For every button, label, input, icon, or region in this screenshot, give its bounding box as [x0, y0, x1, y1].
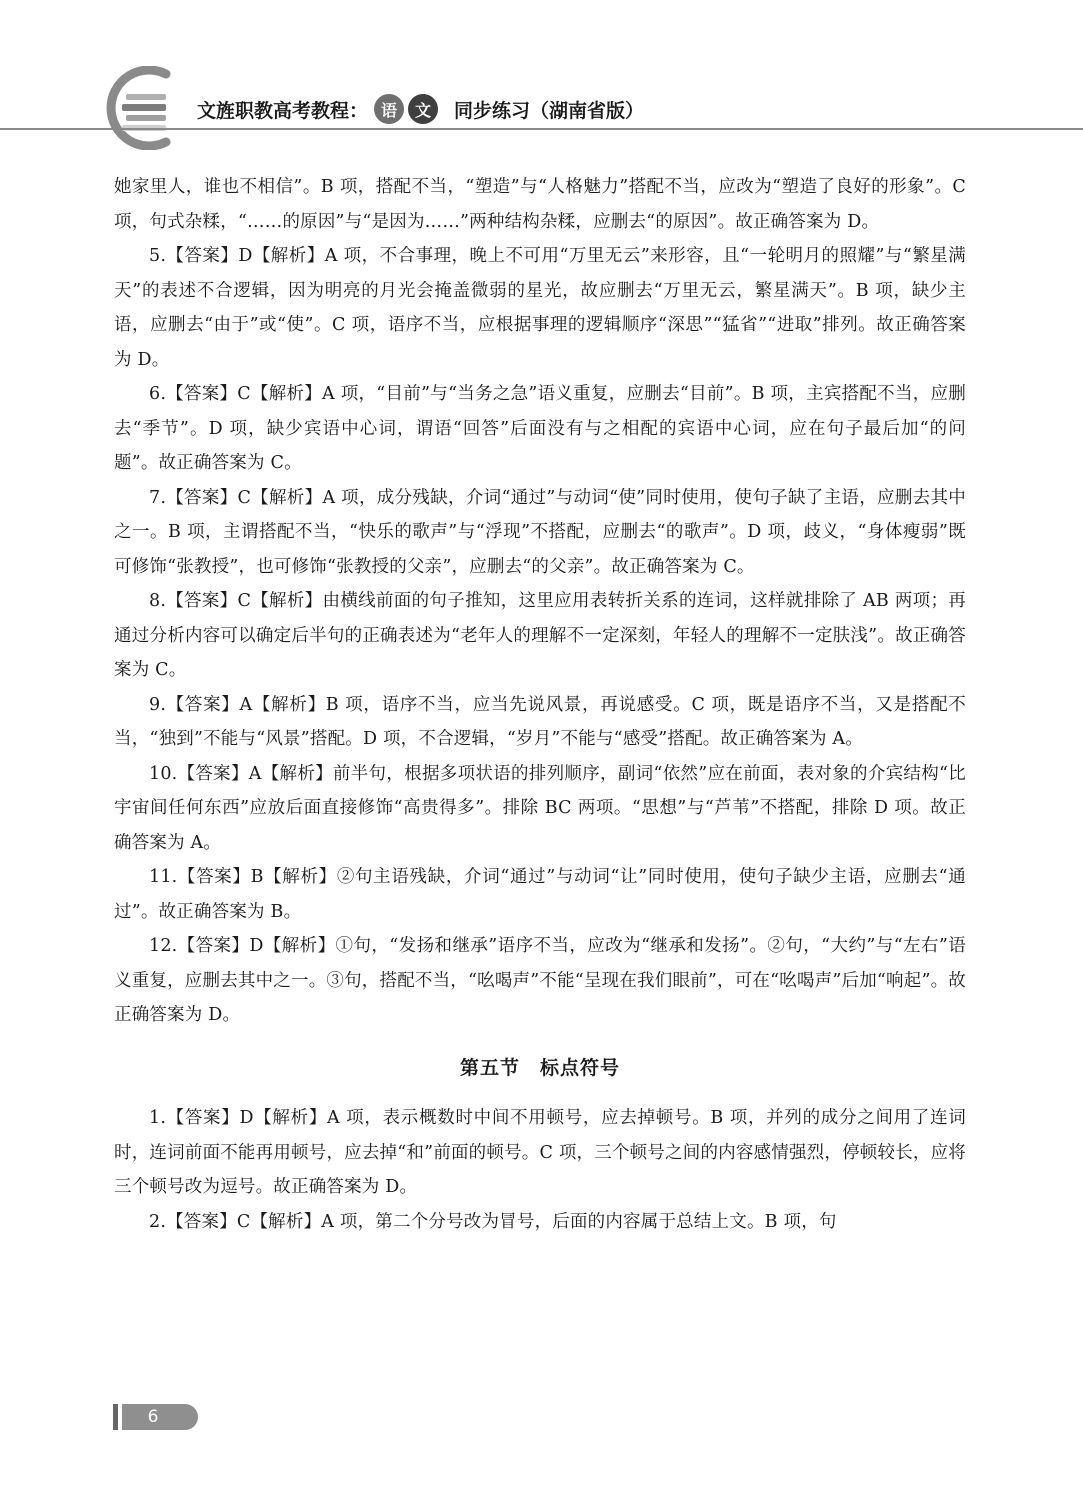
page-number-bar [113, 1404, 118, 1430]
answer-paragraph: 10.【答案】A【解析】前半句，根据多项状语的排列顺序，副词“依然”应在前面，表对象的介宾结构“比宇宙间任何东西”应放后面直接修饰“高贵得多”。排除 BC 两项。“思想”与“芦苇”不搭配，排除 D 项。故正确答案为 A。 [114, 763, 966, 853]
page-number: 6 [122, 1404, 198, 1430]
answer-paragraph: 9.【答案】A【解析】B 项，语序不当，应当先说风景，再说感受。C 项，既是语序不当，又是搭配不当，“独到”不能与“风景”搭配。D 项，不合逻辑，“岁月”不能与“感受”搭配。故正确答案为 A。 [114, 694, 966, 749]
answer-paragraph: 7.【答案】C【解析】A 项，成分残缺，介词“通过”与动词“使”同时使用，使句子缺了主语，应删去其中之一。B 项，主谓搭配不当，“快乐的歌声”与“浮现”不搭配，应删去“的歌声”。D 项，歧义，“身体瘦弱”既可修饰“张教授”，也可修饰“张教授的父亲”，应删去“的父亲”。故正确答案为 C。 [114, 487, 966, 577]
book-stack-icon [104, 66, 188, 150]
page-number-tab [113, 1404, 203, 1430]
answer-list-section-4 [114, 170, 966, 1033]
answer-paragraph: 12.【答案】D【解析】①句，“发扬和继承”语序不当，应改为“继承和发扬”。②句，“大约”与“左右”语义重复，应删去其中之一。③句，搭配不当，“吆喝声”不能“呈现在我们眼前”，可在“吆喝声”后加“响起”。故正确答案为 D。 [114, 936, 966, 1025]
answer-paragraph: 她家里人，谁也不相信”。B 项，搭配不当，“塑造”与“人格魅力”搭配不当，应改为“塑造了良好的形象”。C 项，句式杂糅，“……的原因”与“是因为……”两种结构杂糅，应删去“的原因”。故正确答案为 D。 [114, 177, 966, 232]
header-rule [0, 128, 1083, 130]
subject-badge-2: 文 [408, 94, 438, 124]
answer-list-section-5 [114, 1101, 966, 1239]
subject-badge-1: 语 [374, 94, 404, 124]
answer-paragraph: 2.【答案】C【解析】A 项，第二个分号改为冒号，后面的内容属于总结上文。B 项，句 [149, 1211, 837, 1232]
answer-paragraph: 5.【答案】D【解析】A 项，不合事理，晚上不可用“万里无云”来形容，且“一轮明月的照耀”与“繁星满天”的表述不合逻辑，因为明亮的月光会掩盖微弱的星光，故应删去“万里无云，繁星满天”。B 项，缺少主语，应删去“由于”或“使”。C 项，语序不当，应根据事理的逻辑顺序“深思”“猛省”“进取”排列。故正确答案为 D。 [114, 246, 966, 370]
page-header [0, 0, 1083, 150]
answer-paragraph: 11.【答案】B【解析】②句主语残缺，介词“通过”与动词“让”同时使用，使句子缺少主语，应删去“通过”。故正确答案为 B。 [114, 867, 966, 922]
page-content [114, 170, 966, 1239]
book-title [197, 94, 644, 124]
answer-paragraph: 6.【答案】C【解析】A 项，“目前”与“当务之急”语义重复，应删去“目前”。B 项，主宾搭配不当，应删去“季节”。D 项，缺少宾语中心词，谓语“回答”后面没有与之相配的宾语中心词，应在句子最后加“的问题”。故正确答案为 C。 [114, 384, 966, 473]
answer-paragraph: 1.【答案】D【解析】A 项，表示概数时中间不用顿号，应去掉顿号。B 项，并列的成分之间用了连词时，连词前面不能再用顿号，应去掉“和”前面的顿号。C 项，三个顿号之间的内容感情强烈，停顿较长，应将三个顿号改为逗号。故正确答案为 D。 [114, 1108, 966, 1197]
book-title-text: 文旌职教高考教程： [197, 99, 369, 122]
answer-paragraph: 8.【答案】C【解析】由横线前面的句子推知，这里应用表转折关系的连词，这样就排除了 AB 两项；再通过分析内容可以确定后半句的正确表述为“老年人的理解不一定深刻，年轻人的理解不一定肤浅”。故正确答案为 C。 [114, 591, 966, 680]
section-title: 第五节 标点符号 [459, 1056, 620, 1079]
book-subtitle: 同步练习（湖南省版） [454, 99, 645, 122]
